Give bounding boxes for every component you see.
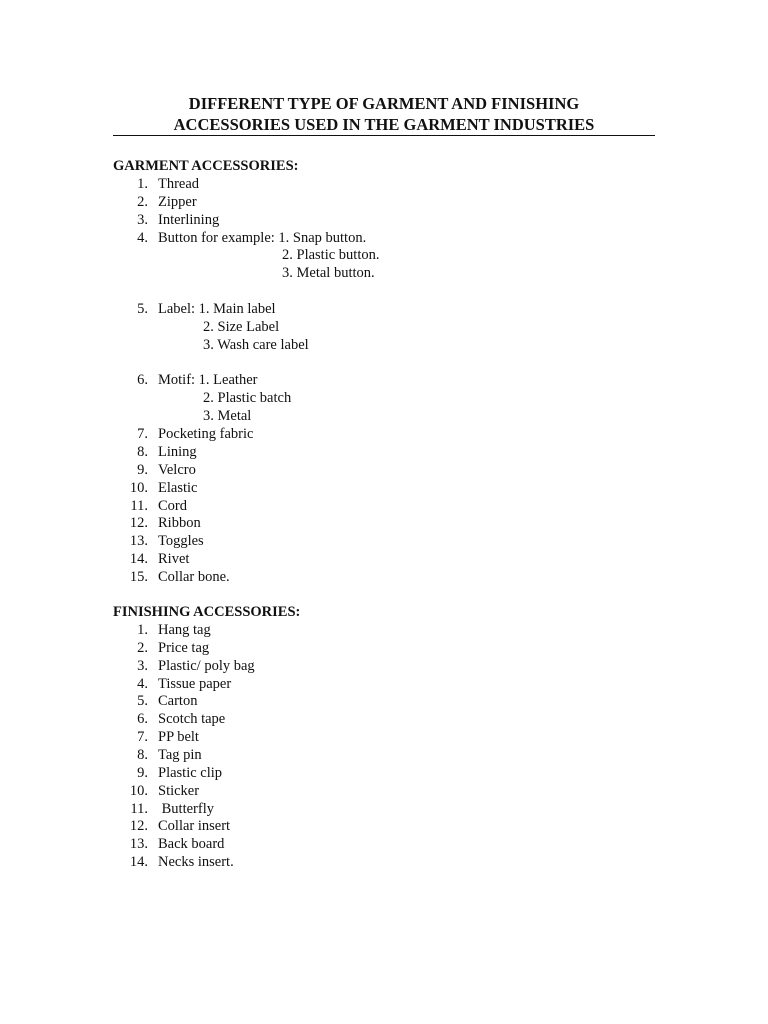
title-line-2: ACCESSORIES USED IN THE GARMENT INDUSTRIES <box>173 115 595 134</box>
item-text: Cord <box>158 498 187 514</box>
item-number: 7. <box>137 729 148 745</box>
item-text: Butterfly <box>158 801 214 817</box>
item-text: Sticker <box>158 783 200 799</box>
item-number: 15. <box>129 569 148 585</box>
item-text: PP belt <box>158 729 199 745</box>
item-number: 14. <box>129 854 148 870</box>
item-number: 3. <box>137 212 148 228</box>
item-number: 5. <box>137 693 148 709</box>
title-underline <box>113 135 655 136</box>
item-number: 1. <box>137 176 148 192</box>
garment-accessories-heading: GARMENT ACCESSORIES: <box>113 158 299 174</box>
item-number: 13. <box>129 836 148 852</box>
item-number: 9. <box>137 462 148 478</box>
item-text: Button for example: 1. Snap button. <box>158 230 367 246</box>
item-number: 2. <box>137 194 148 210</box>
item-number: 8. <box>137 444 148 460</box>
item-text: Toggles <box>158 533 204 549</box>
item-text: Zipper <box>158 194 197 210</box>
item-number: 8. <box>137 747 148 763</box>
item-text: Plastic clip <box>158 765 223 781</box>
item-text: Price tag <box>158 640 210 656</box>
title-line-1: DIFFERENT TYPE OF GARMENT AND FINISHING <box>188 94 580 113</box>
item-text: Lining <box>158 444 197 460</box>
item-text: Necks insert. <box>158 854 234 870</box>
item-number: 4. <box>137 230 148 246</box>
motif-sub-item: 3. Metal <box>203 408 252 424</box>
item-text: Ribbon <box>158 515 201 531</box>
item-text: Back board <box>158 836 225 852</box>
button-sub-item: 2. Plastic button. <box>282 247 380 263</box>
button-sub-item: 3. Metal button. <box>282 265 375 281</box>
item-text: Pocketing fabric <box>158 426 254 442</box>
item-number: 3. <box>137 658 148 674</box>
item-number: 9. <box>137 765 148 781</box>
document-title <box>113 93 655 135</box>
item-text: Elastic <box>158 480 198 496</box>
item-number: 7. <box>137 426 148 442</box>
item-text: Interlining <box>158 212 220 228</box>
item-text: Hang tag <box>158 622 211 638</box>
item-number: 4. <box>137 676 148 692</box>
item-text: Rivet <box>158 551 190 567</box>
item-number: 11. <box>130 801 148 817</box>
item-text: Collar insert <box>158 818 231 834</box>
item-text: Collar bone. <box>158 569 230 585</box>
item-number: 6. <box>137 711 148 727</box>
item-text: Velcro <box>158 462 196 478</box>
item-number: 6. <box>137 372 148 388</box>
item-text: Tissue paper <box>158 676 232 692</box>
item-text: Motif: 1. Leather <box>158 372 258 388</box>
item-number: 14. <box>129 551 148 567</box>
item-text: Label: 1. Main label <box>158 301 276 317</box>
item-number: 13. <box>129 533 148 549</box>
item-text: Tag pin <box>158 747 202 763</box>
item-number: 10. <box>129 480 148 496</box>
item-number: 12. <box>129 818 148 834</box>
item-number: 11. <box>130 498 148 514</box>
item-number: 1. <box>137 622 148 638</box>
item-number: 2. <box>137 640 148 656</box>
item-text: Thread <box>158 176 200 192</box>
label-sub-item: 2. Size Label <box>203 319 280 335</box>
item-number: 5. <box>137 301 148 317</box>
finishing-accessories-heading: FINISHING ACCESSORIES: <box>113 604 301 620</box>
motif-sub-item: 2. Plastic batch <box>203 390 292 406</box>
item-text: Scotch tape <box>158 711 226 727</box>
item-text: Plastic/ poly bag <box>158 658 255 674</box>
item-number: 12. <box>129 515 148 531</box>
item-number: 10. <box>129 783 148 799</box>
label-sub-item: 3. Wash care label <box>203 337 309 353</box>
item-text: Carton <box>158 693 198 709</box>
